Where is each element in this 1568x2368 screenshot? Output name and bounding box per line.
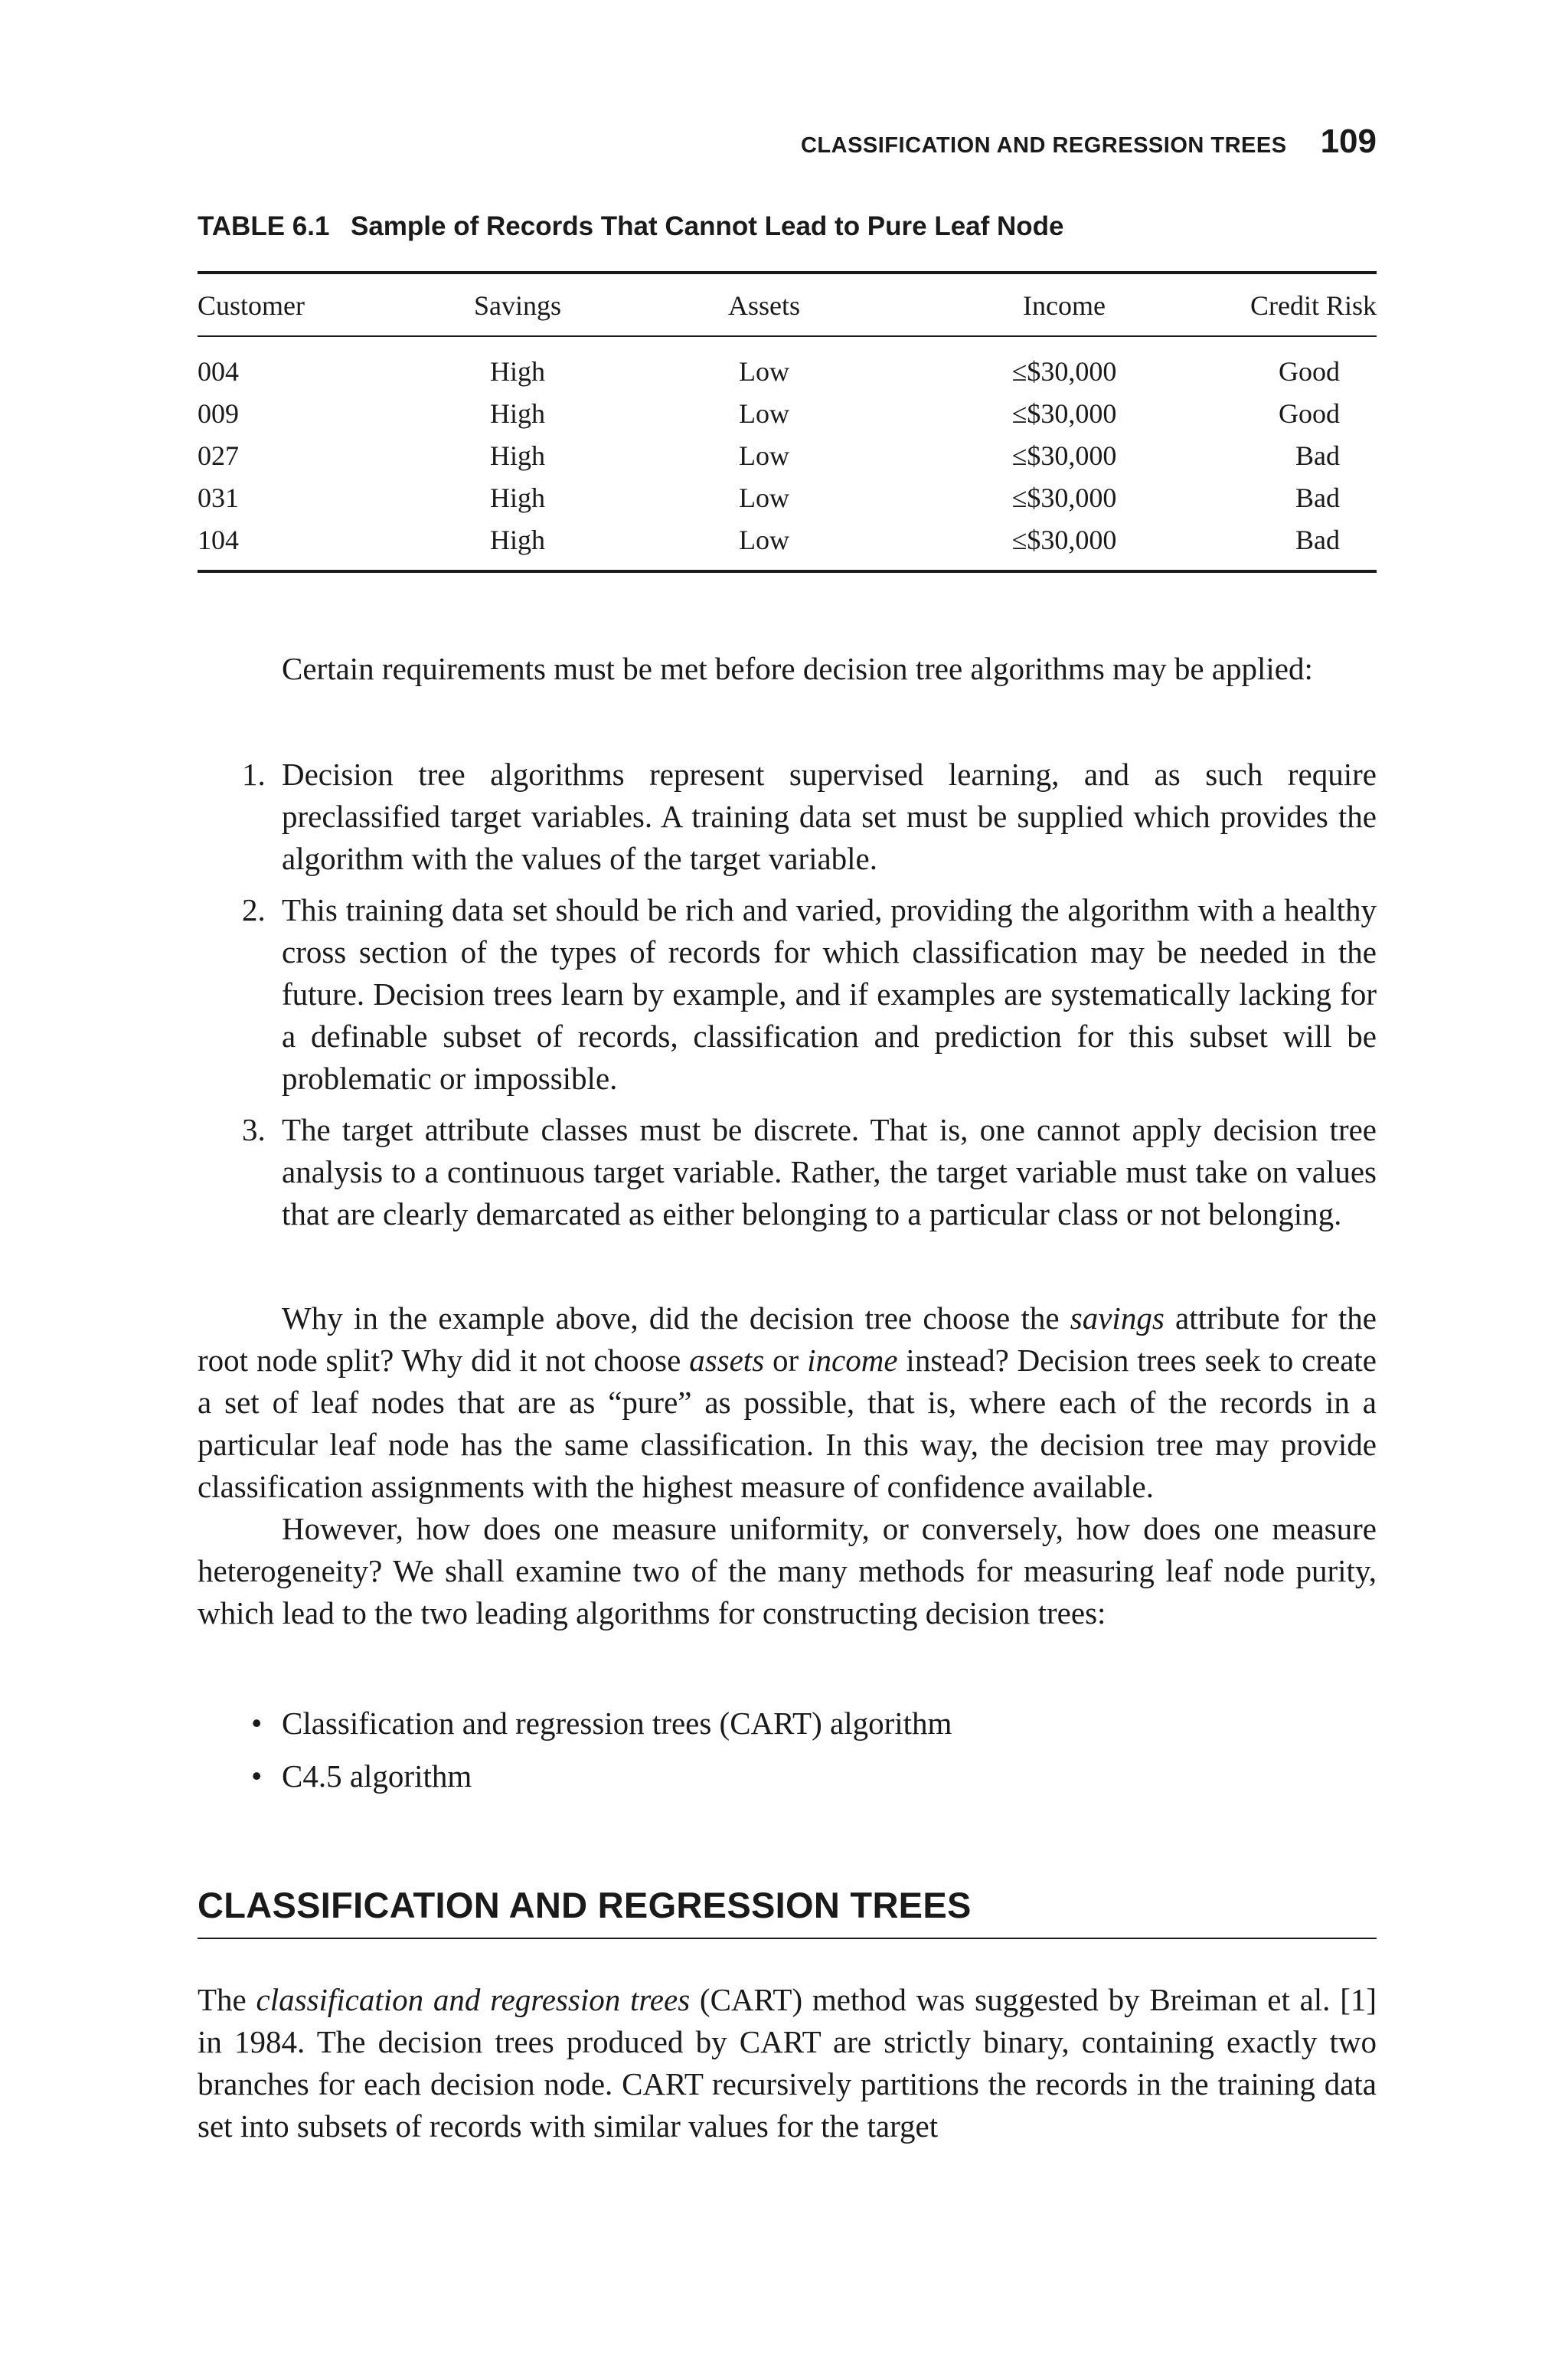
table-cell: 104 [198, 525, 239, 555]
table-cell: ≤$30,000 [1011, 482, 1117, 513]
text-run: instead? Decision trees seek to create a set of leaf nodes that are as “pure” as possible, that is, where each of the records in a particular leaf node has the same classification. In this way, the decision tree may provide classification assignments with the highest measure of confidence available. [198, 1343, 1377, 1504]
table-cell: High [490, 482, 545, 513]
table-cell: ≤$30,000 [1011, 398, 1117, 429]
table-cell: 009 [198, 398, 239, 429]
table-cell: Bad [1295, 525, 1340, 555]
bullet-item [198, 1755, 1377, 1797]
emphasis-assets: assets [689, 1343, 765, 1378]
table-cell: High [490, 398, 545, 429]
table-cell: Low [739, 525, 789, 555]
table-cell: Good [1279, 356, 1340, 387]
list-item-text: This training data set should be rich and varied, providing the algorithm with a healthy cross section of the types of records for which classification may be needed in the future. Decision trees learn by example, and if examples are systematically lacking for a definable subset of records, classification and prediction for this subset will be problematic or impossible. [282, 892, 1377, 1096]
bullet-icon: • [251, 1706, 263, 1741]
list-item-text: The target attribute classes must be discrete. That is, one cannot apply decision tree analysis to a continuous target variable. Rather, the target variable must take on values that are clearly demarcated as either belonging to a particular class or not belonging. [282, 1112, 1377, 1231]
table-cell: Low [739, 440, 789, 471]
table-row [198, 397, 1377, 439]
column-header-credit-risk: Credit Risk [1250, 290, 1377, 321]
running-title: CLASSIFICATION AND REGRESSION TREES [800, 133, 1287, 158]
list-item-number: 2. [242, 892, 266, 927]
body-text [198, 1297, 1377, 1634]
section-rule [198, 1938, 1377, 1939]
table-cell: High [490, 525, 545, 555]
table-caption [198, 211, 1064, 242]
column-header-savings: Savings [473, 290, 561, 321]
table-cell: ≤$30,000 [1011, 525, 1117, 555]
table-cell: High [490, 440, 545, 471]
text-run: Why in the example above, did the decision tree choose the [282, 1300, 1070, 1336]
paragraph-however: However, how does one measure uniformity, or conversely, how does one measure heterogeneity? We shall examine two of the many methods for measuring leaf node purity, which lead to the two leading algorithms for constructing decision trees: [198, 1511, 1377, 1630]
page-number: 109 [1320, 123, 1377, 160]
paragraph-why [198, 1297, 1377, 1508]
emphasis-cart: classification and regression trees [256, 1982, 691, 2017]
table-header-rule [198, 335, 1377, 337]
section-paragraph [198, 1979, 1377, 2147]
table-cell: 031 [198, 482, 239, 513]
emphasis-income: income [807, 1343, 898, 1378]
bullet-text: C4.5 algorithm [282, 1758, 472, 1794]
list-item-text: Decision tree algorithms represent supervised learning, and as such require preclassified target variables. A training data set must be supplied which provides the algorithm with the values of the target variable. [282, 757, 1377, 876]
table-cell: 027 [198, 440, 239, 471]
table-title: Sample of Records That Cannot Lead to Pure Leaf Node [351, 211, 1064, 241]
list-item-number: 3. [242, 1112, 266, 1147]
table-cell: Good [1279, 398, 1340, 429]
table-top-rule [198, 271, 1377, 274]
table-cell: ≤$30,000 [1011, 440, 1117, 471]
text-run: attribute for the root node split? Why did it not choose [198, 1300, 1377, 1378]
section-heading: CLASSIFICATION AND REGRESSION TREES [198, 1885, 972, 1925]
bullet-item [198, 1702, 1377, 1745]
intro-text: Certain requirements must be met before decision tree algorithms may be applied: [282, 651, 1313, 686]
list-item-number: 1. [242, 757, 266, 792]
table-row [198, 355, 1377, 397]
table-cell: Low [739, 356, 789, 387]
table-header-row [198, 289, 1377, 331]
requirements-list [198, 754, 1377, 1245]
table-cell: Low [739, 482, 789, 513]
running-header [198, 123, 1377, 168]
table-cell: ≤$30,000 [1011, 356, 1117, 387]
list-item [198, 889, 1377, 1100]
intro-paragraph [198, 648, 1377, 690]
table-cell: Low [739, 398, 789, 429]
table-bottom-rule [198, 570, 1377, 573]
algorithm-list [198, 1702, 1377, 1808]
text-run: The [198, 1982, 256, 2017]
table-row [198, 524, 1377, 565]
emphasis-savings: savings [1070, 1300, 1165, 1336]
text-run: (CART) method was suggested by Breiman et al. [1] in 1984. The decision trees produced by CART are strictly binary, containing exactly two branches for each decision node. CART recursively partitions the records in the training data set into subsets of records with similar values for the target [198, 1982, 1377, 2144]
table-cell: 004 [198, 356, 239, 387]
table-cell: Bad [1295, 482, 1340, 513]
text-run: or [764, 1343, 808, 1378]
table-row [198, 440, 1377, 481]
bullet-icon: • [251, 1758, 263, 1794]
table-row [198, 482, 1377, 523]
list-item [198, 754, 1377, 880]
column-header-customer: Customer [198, 290, 305, 321]
list-item [198, 1109, 1377, 1235]
column-header-income: Income [1023, 290, 1106, 321]
table-cell: Bad [1295, 440, 1340, 471]
bullet-text: Classification and regression trees (CART) algorithm [282, 1706, 952, 1741]
table-label: TABLE 6.1 [198, 211, 330, 241]
column-header-assets: Assets [727, 290, 800, 321]
table-cell: High [490, 356, 545, 387]
section-body [198, 1979, 1377, 2147]
